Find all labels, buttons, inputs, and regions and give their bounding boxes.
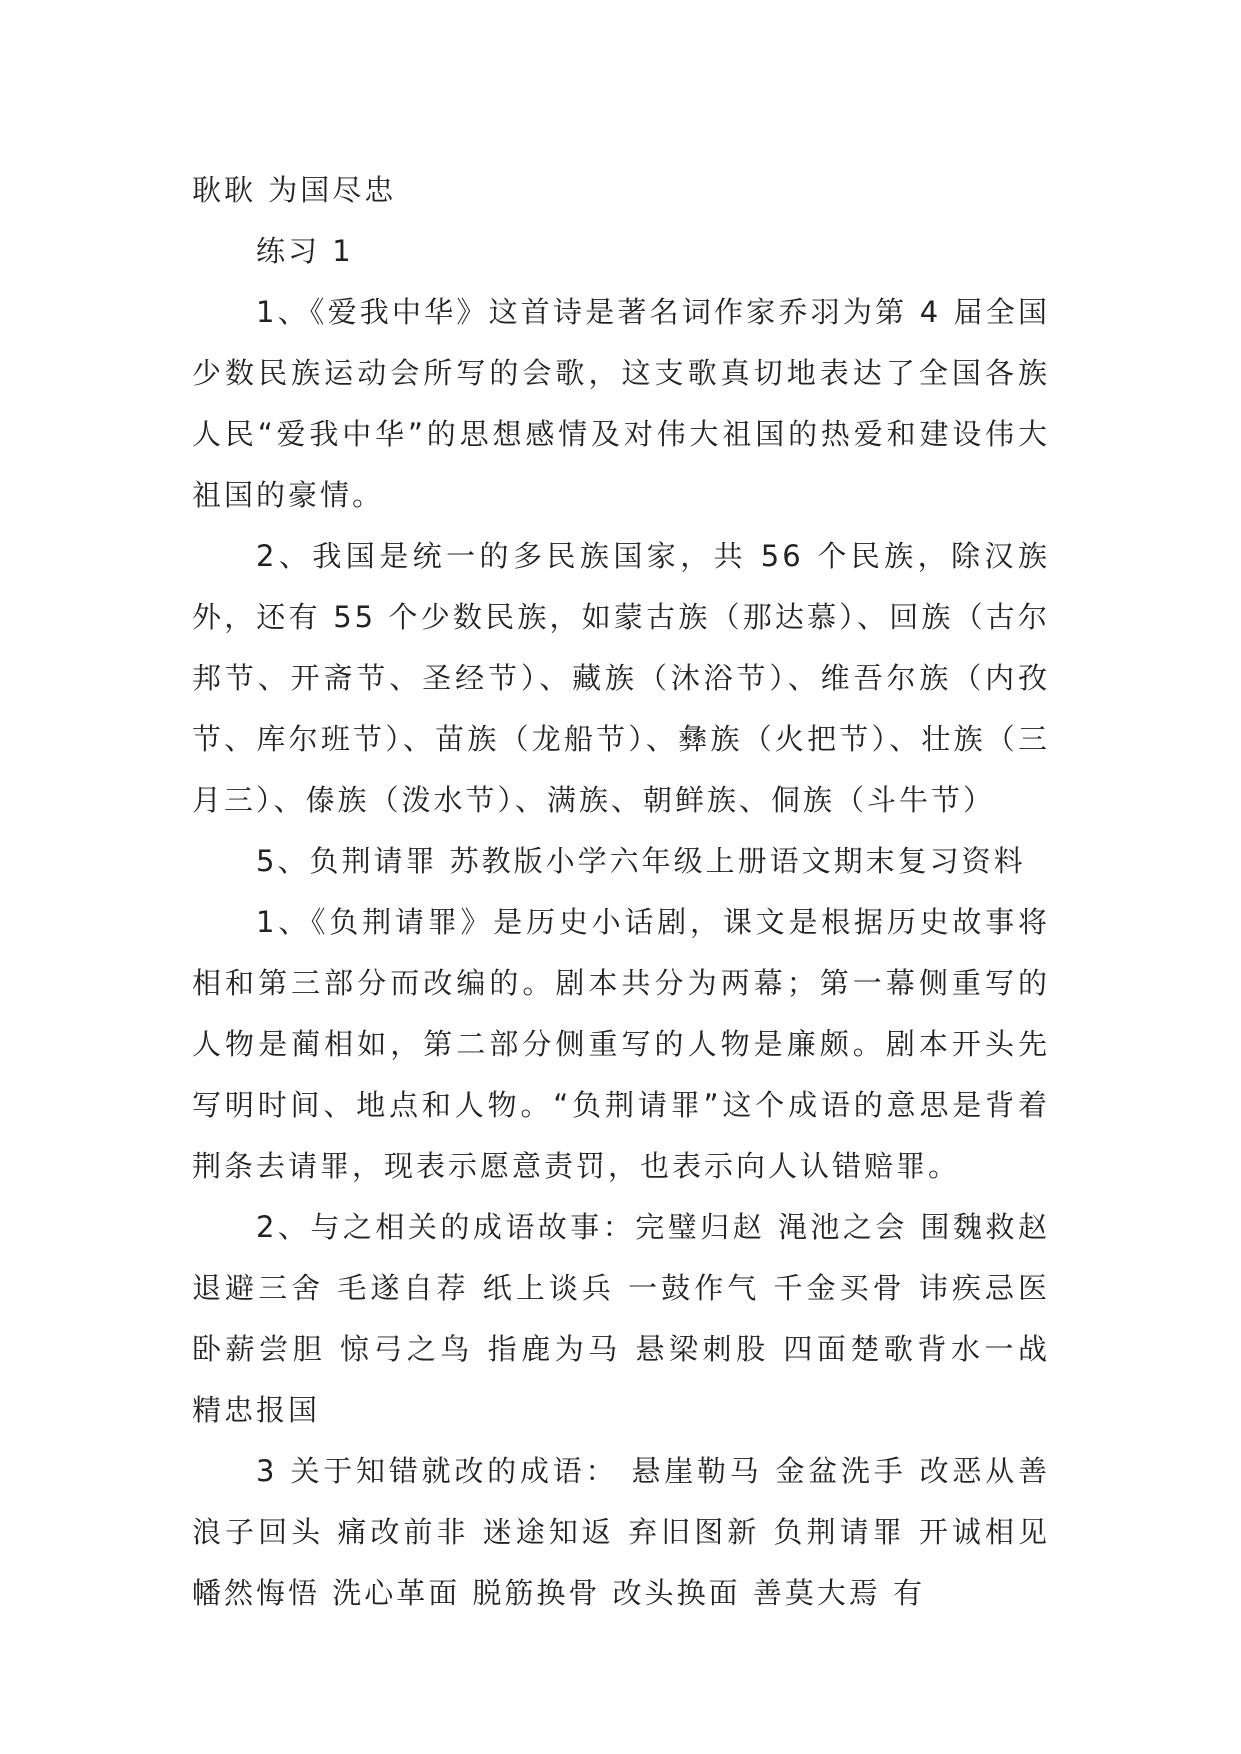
- paragraph-correcting-mistakes-idioms: 3 关于知错就改的成语： 悬崖勒马 金盆洗手 改恶从善浪子回头 痛改前非 迷途知返 弃旧图新 负荆请罪 开诚相见 幡然悔悟 洗心革面 脱筋换骨 改头换面 善莫大焉 有: [192, 1454, 1050, 1610]
- exercise-heading: 练习 1: [256, 234, 354, 268]
- document-body: [192, 160, 1050, 1624]
- paragraph-ethnic-groups: 2、我国是统一的多民族国家，共 56 个民族，除汉族外，还有 55 个少数民族，如蒙古族（那达慕）、回族（古尔邦节、开斋节、圣经节）、藏族（沐浴节）、维吾尔族（内孜节、库尔班节）、苗族（龙船节）、彝族（火把节）、壮族（三月三）、傣族（泼水节）、满族、朝鲜族、侗族（斗牛节）: [192, 539, 1050, 817]
- lesson-heading: 5、负荆请罪 苏教版小学六年级上册语文期末复习资料: [256, 844, 1026, 878]
- paragraph-continuation: 耿耿 为国尽忠: [192, 173, 397, 207]
- paragraph-fu-jing-qing-zui: 1、《负荆请罪》是历史小话剧，课文是根据历史故事将相和第三部分而改编的。剧本共分为两幕；第一幕侧重写的人物是蔺相如，第二部分侧重写的人物是廉颇。剧本开头先写明时间、地点和人物。“负荆请罪”这个成语的意思是背着荆条去请罪，现表示愿意责罚，也表示向人认错赔罪。: [192, 905, 1050, 1183]
- paragraph-related-idioms: 2、与之相关的成语故事：完璧归赵 渑池之会 围魏救赵 退避三舍 毛遂自荐 纸上谈兵 一鼓作气 千金买骨 讳疾忌医 卧薪尝胆 惊弓之鸟 指鹿为马 悬梁刺股 四面楚歌背水一战 精忠报国: [192, 1210, 1050, 1427]
- paragraph-ai-wo-zhong-hua: 1、《爱我中华》这首诗是著名词作家乔羽为第 4 届全国少数民族运动会所写的会歌，这支歌真切地表达了全国各族人民“爱我中华”的思想感情及对伟大祖国的热爱和建设伟大祖国的豪情。: [192, 295, 1050, 512]
